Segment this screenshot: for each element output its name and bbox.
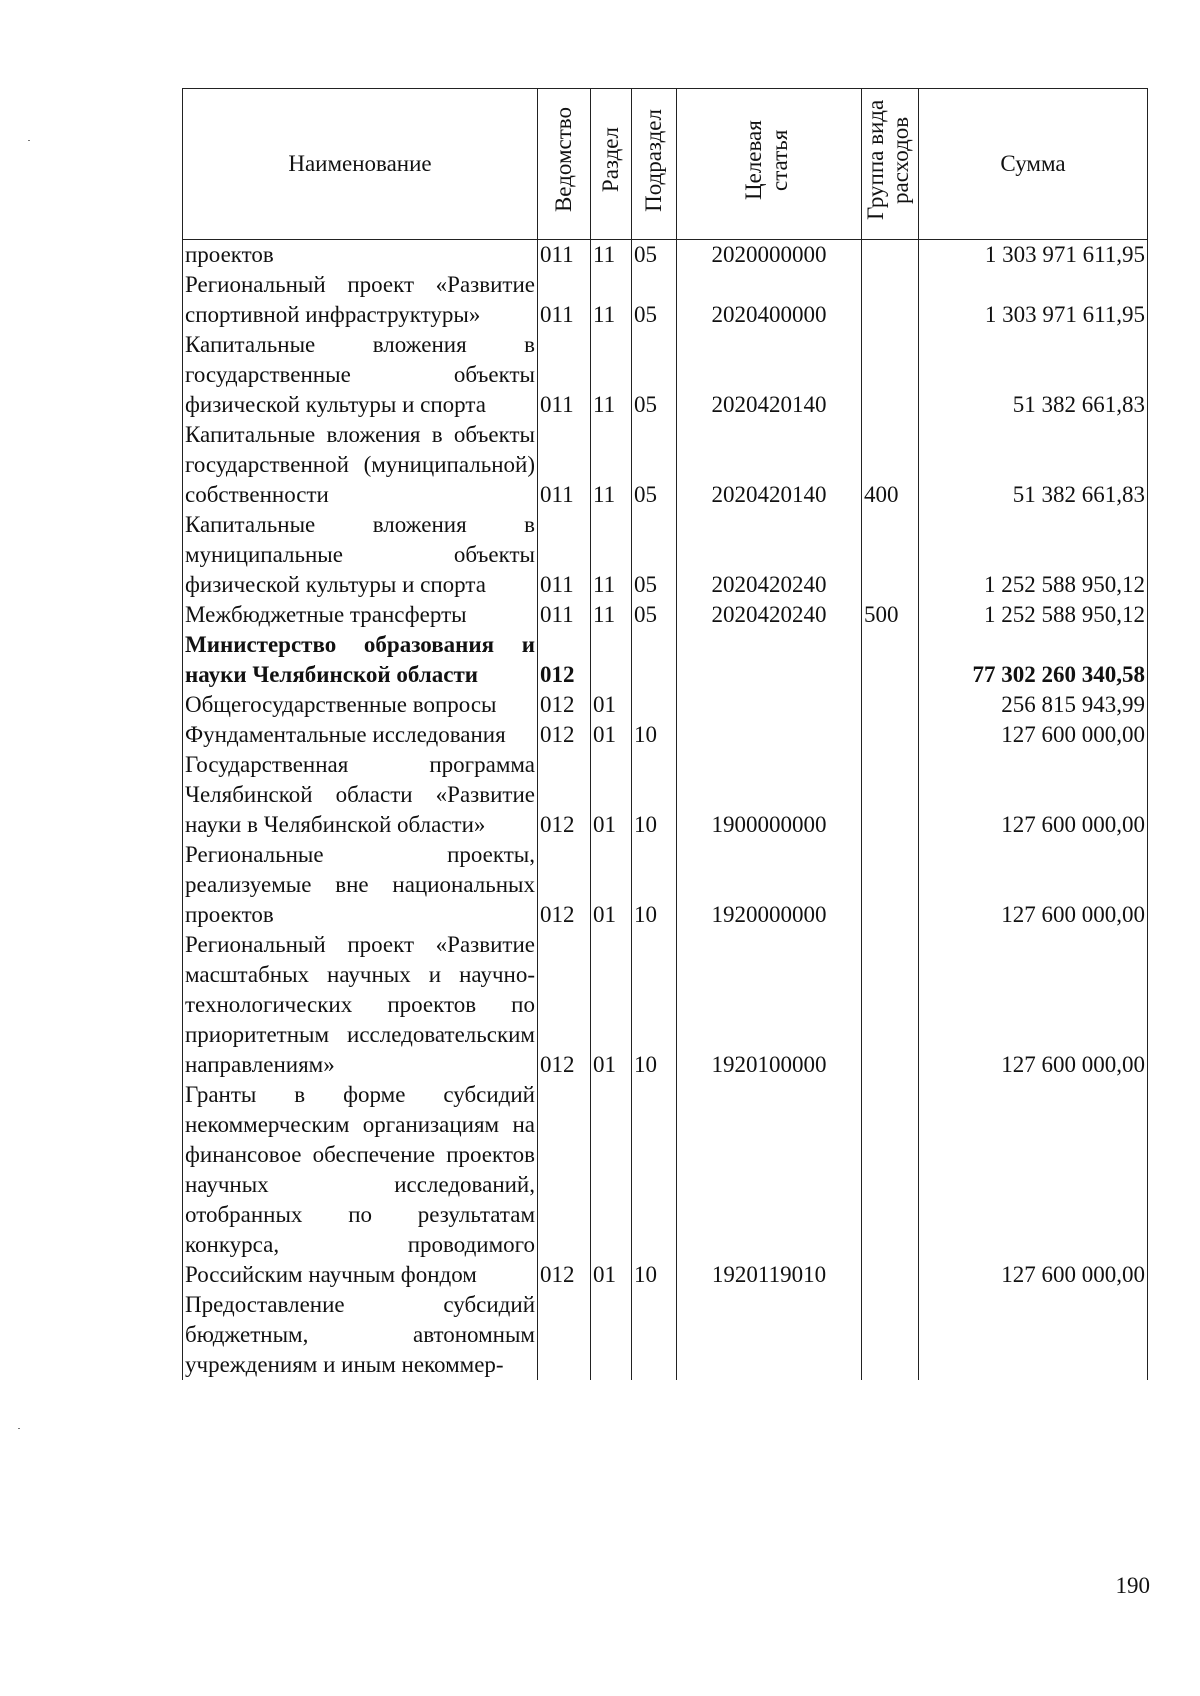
row-section: 11 bbox=[591, 270, 632, 330]
row-amount: 127 600 000,00 bbox=[919, 1080, 1148, 1290]
row-name: Капитальные вложения в муниципальные объекты физической культуры и спорта bbox=[183, 510, 538, 600]
row-target-article: 1920100000 bbox=[677, 930, 862, 1080]
row-amount: 1 303 971 611,95 bbox=[919, 240, 1148, 271]
row-target-article: 2020420140 bbox=[677, 420, 862, 510]
table-row bbox=[183, 630, 1148, 690]
table-row bbox=[183, 240, 1148, 271]
row-amount: 1 303 971 611,95 bbox=[919, 270, 1148, 330]
row-target-article: 2020000000 bbox=[677, 240, 862, 271]
table-header bbox=[183, 89, 1148, 240]
row-department: 011 bbox=[538, 240, 591, 271]
row-section: 11 bbox=[591, 330, 632, 420]
row-amount: 51 382 661,83 bbox=[919, 330, 1148, 420]
row-subsection: 10 bbox=[632, 1080, 677, 1290]
row-target-article: 2020420140 bbox=[677, 330, 862, 420]
row-section: 11 bbox=[591, 240, 632, 271]
row-amount: 127 600 000,00 bbox=[919, 840, 1148, 930]
row-section bbox=[591, 1290, 632, 1380]
row-section: 11 bbox=[591, 600, 632, 630]
row-subsection: 10 bbox=[632, 840, 677, 930]
table-row bbox=[183, 1290, 1148, 1380]
row-name: Министерство образования и науки Челябинской области bbox=[183, 630, 538, 690]
header-section: Раздел bbox=[591, 89, 632, 240]
row-section: 01 bbox=[591, 930, 632, 1080]
row-expense-group bbox=[862, 690, 919, 720]
header-name: Наименование bbox=[183, 89, 538, 240]
table-row bbox=[183, 330, 1148, 420]
row-section bbox=[591, 630, 632, 690]
row-subsection: 05 bbox=[632, 600, 677, 630]
row-subsection bbox=[632, 630, 677, 690]
row-section: 01 bbox=[591, 750, 632, 840]
row-department: 011 bbox=[538, 600, 591, 630]
row-name: Капитальные вложения в государственные объекты физической культуры и спорта bbox=[183, 330, 538, 420]
row-expense-group bbox=[862, 330, 919, 420]
row-expense-group bbox=[862, 1080, 919, 1290]
row-subsection bbox=[632, 1290, 677, 1380]
row-subsection: 05 bbox=[632, 510, 677, 600]
row-expense-group bbox=[862, 1290, 919, 1380]
row-department: 011 bbox=[538, 510, 591, 600]
row-department: 012 bbox=[538, 720, 591, 750]
header-target-article: Целевая статья bbox=[677, 89, 862, 240]
table-row bbox=[183, 840, 1148, 930]
page-number: 190 bbox=[1115, 1573, 1150, 1598]
row-name: Предоставление субсидий бюджетным, автономным учреждениям и иным некоммер- bbox=[183, 1290, 538, 1380]
row-section: 01 bbox=[591, 840, 632, 930]
table-row bbox=[183, 1080, 1148, 1290]
row-section: 01 bbox=[591, 690, 632, 720]
row-subsection: 05 bbox=[632, 420, 677, 510]
row-expense-group bbox=[862, 510, 919, 600]
header-amount: Сумма bbox=[919, 89, 1148, 240]
row-name: Общегосударственные вопросы bbox=[183, 690, 538, 720]
row-target-article: 1920000000 bbox=[677, 840, 862, 930]
table-row bbox=[183, 690, 1148, 720]
table-row bbox=[183, 600, 1148, 630]
table-body bbox=[183, 240, 1148, 1381]
row-name: проектов bbox=[183, 240, 538, 271]
row-department: 011 bbox=[538, 420, 591, 510]
table-row bbox=[183, 750, 1148, 840]
row-expense-group bbox=[862, 720, 919, 750]
row-amount: 1 252 588 950,12 bbox=[919, 510, 1148, 600]
header-department: Ведомство bbox=[538, 89, 591, 240]
row-name: Региональный проект «Развитие спортивной инфраструктуры» bbox=[183, 270, 538, 330]
row-section: 11 bbox=[591, 420, 632, 510]
table-row bbox=[183, 270, 1148, 330]
row-amount: 51 382 661,83 bbox=[919, 420, 1148, 510]
row-target-article bbox=[677, 690, 862, 720]
row-amount: 127 600 000,00 bbox=[919, 750, 1148, 840]
row-target-article bbox=[677, 720, 862, 750]
row-department bbox=[538, 1290, 591, 1380]
table-row bbox=[183, 420, 1148, 510]
row-name: Межбюджетные трансферты bbox=[183, 600, 538, 630]
row-amount: 127 600 000,00 bbox=[919, 720, 1148, 750]
row-department: 012 bbox=[538, 840, 591, 930]
row-target-article: 2020420240 bbox=[677, 510, 862, 600]
row-target-article: 1920119010 bbox=[677, 1080, 862, 1290]
row-department: 011 bbox=[538, 270, 591, 330]
row-department: 012 bbox=[538, 930, 591, 1080]
row-expense-group: 500 bbox=[862, 600, 919, 630]
row-subsection: 10 bbox=[632, 750, 677, 840]
row-name: Капитальные вложения в объекты государственной (муниципальной) собственности bbox=[183, 420, 538, 510]
row-department: 012 bbox=[538, 750, 591, 840]
table-row bbox=[183, 930, 1148, 1080]
row-amount bbox=[919, 1290, 1148, 1380]
row-subsection: 10 bbox=[632, 720, 677, 750]
row-department: 012 bbox=[538, 1080, 591, 1290]
row-section: 11 bbox=[591, 510, 632, 600]
row-amount: 256 815 943,99 bbox=[919, 690, 1148, 720]
row-name: Фундаментальные исследования bbox=[183, 720, 538, 750]
row-target-article: 1900000000 bbox=[677, 750, 862, 840]
row-target-article bbox=[677, 630, 862, 690]
table-row bbox=[183, 510, 1148, 600]
row-target-article: 2020420240 bbox=[677, 600, 862, 630]
row-department: 012 bbox=[538, 690, 591, 720]
budget-table bbox=[182, 88, 1148, 1380]
row-name: Государственная программа Челябинской области «Развитие науки в Челябинской области» bbox=[183, 750, 538, 840]
row-section: 01 bbox=[591, 720, 632, 750]
scan-speck bbox=[18, 1428, 20, 1429]
row-amount: 1 252 588 950,12 bbox=[919, 600, 1148, 630]
row-name: Гранты в форме субсидий некоммерческим организациям на финансовое обеспечение проектов научных исследований, отобранных по результатам конкурса, проводимого Российским научным фондом bbox=[183, 1080, 538, 1290]
header-expense-group: Группа вида расходов bbox=[862, 89, 919, 240]
row-expense-group bbox=[862, 840, 919, 930]
header-subsection: Подраздел bbox=[632, 89, 677, 240]
row-name: Региональный проект «Развитие масштабных научных и научно-технологических проектов по приоритетным исследовательским направлениям» bbox=[183, 930, 538, 1080]
row-expense-group bbox=[862, 930, 919, 1080]
row-department: 012 bbox=[538, 630, 591, 690]
row-expense-group bbox=[862, 630, 919, 690]
row-amount: 127 600 000,00 bbox=[919, 930, 1148, 1080]
row-subsection bbox=[632, 690, 677, 720]
row-expense-group: 400 bbox=[862, 420, 919, 510]
row-target-article bbox=[677, 1290, 862, 1380]
row-subsection: 05 bbox=[632, 270, 677, 330]
row-expense-group bbox=[862, 270, 919, 330]
table-row bbox=[183, 720, 1148, 750]
row-target-article: 2020400000 bbox=[677, 270, 862, 330]
scan-speck bbox=[28, 140, 30, 141]
row-expense-group bbox=[862, 750, 919, 840]
row-subsection: 05 bbox=[632, 240, 677, 271]
row-section: 01 bbox=[591, 1080, 632, 1290]
row-department: 011 bbox=[538, 330, 591, 420]
row-amount: 77 302 260 340,58 bbox=[919, 630, 1148, 690]
row-name: Региональные проекты, реализуемые вне национальных проектов bbox=[183, 840, 538, 930]
row-subsection: 05 bbox=[632, 330, 677, 420]
row-subsection: 10 bbox=[632, 930, 677, 1080]
row-expense-group bbox=[862, 240, 919, 271]
